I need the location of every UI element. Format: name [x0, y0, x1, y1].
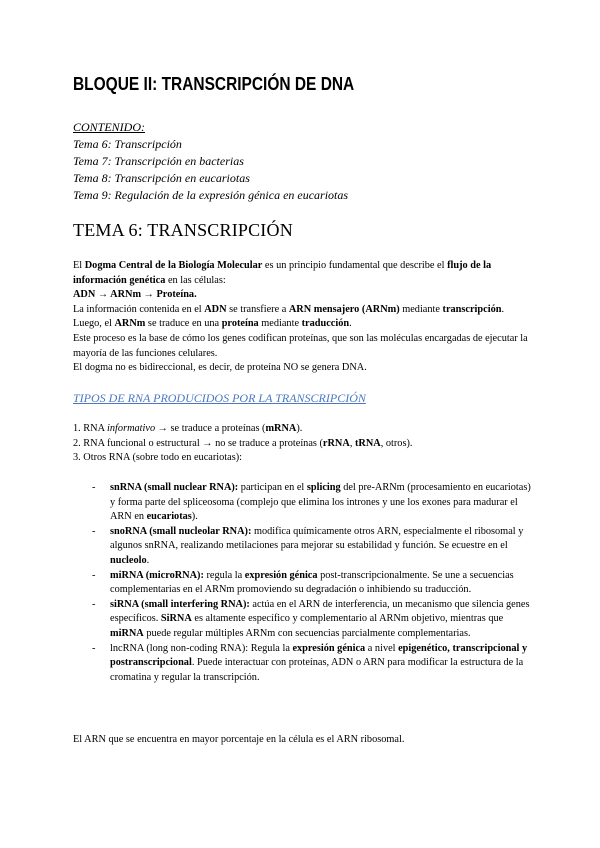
rna-types-list [92, 481, 532, 685]
list-item-mirna: - miRNA (microRNA): regula la expresión génica post-transcripcionalmente. Se une a secuencias complementarias en el ARNm promoviendo su degradación o inhibiendo su traducción. [92, 569, 514, 596]
list-item-sirna: - siRNA (small interfering RNA): actúa en el ARN de interferencia, un mecanismo que silencia genes específicos. SiRNA es altamente específico y complementario al ARNm objetivo, mientras que miRNA puede regular múltiples ARNm con secuencias parcialmente complementarias. [92, 598, 530, 639]
dogma-flow: ADN → ARNm → Proteína. [73, 289, 197, 301]
contents-item: Tema 8: Transcripción en eucariotas [73, 171, 250, 185]
numbered-item: 3. Otros RNA (sobre todo en eucariotas): [73, 452, 243, 464]
list-item-snrna: - snRNA (small nuclear RNA): participan en el splicing del pre-ARNm (procesamiento en eucariotas) y forma parte del spliceosoma (complejo que elimina los intrones y une los exones para madurar el ARN en eucariotas). [92, 482, 531, 523]
document-title: BLOQUE II: TRANSCRIPCIÓN DE DNA [73, 74, 355, 94]
list-dash: - [92, 525, 96, 537]
intro-paragraph-dogma-note: El dogma no es bidireccional, es decir, de proteína NO se genera DNA. [73, 362, 367, 374]
list-dash: - [92, 642, 96, 654]
numbered-list [73, 422, 412, 466]
contents-list [73, 119, 348, 204]
section-heading: TEMA 6: TRANSCRIPCIÓN [73, 220, 293, 240]
numbered-item: 2. RNA funcional o estructural → no se traduce a proteínas (rRNA, tRNA, otros). [73, 437, 413, 449]
list-item-lncrna: - lncRNA (long non-coding RNA): Regula la expresión génica a nivel epigenético, transcripcional y postranscripcional. Puede interactuar con proteínas, ADN o ARN para modificar la estructura de la cromatina y regular la transcripción. [92, 642, 528, 683]
list-dash: - [92, 598, 96, 610]
intro-paragraph-basis: Este proceso es la base de cómo los genes codifican proteínas, que son las moléculas encargadas de ejecutar la mayoría de las funciones celulares. [73, 332, 528, 359]
list-dash: - [92, 482, 96, 493]
closing-paragraph: El ARN que se encuentra en mayor porcentaje en la célula es el ARN ribosomal. [73, 734, 405, 745]
numbered-item: 1. RNA informativo → se traduce a proteínas (mRNA). [73, 423, 303, 434]
contents-heading: CONTENIDO: [73, 120, 146, 134]
rna-types-subheading: TIPOS DE RNA PRODUCIDOS POR LA TRANSCRIPCIÓN [73, 391, 366, 405]
list-dash: - [92, 569, 96, 581]
intro-paragraphs [73, 259, 528, 376]
contents-item: Tema 9: Regulación de la expresión génica en eucariotas [73, 188, 349, 202]
intro-paragraph-dogma: El Dogma Central de la Biología Molecular es un principio fundamental que describe el flujo de la información genética en las células: [73, 260, 492, 286]
list-item-snorna: - snoRNA (small nucleolar RNA): modifica químicamente otros ARN, especialmente el ribosomal y algunos snRNA, realizando metilaciones para mejorar su estabilidad y función. Se ecuestre en el nucleolo. [92, 525, 524, 566]
contents-item: Tema 6: Transcripción [73, 137, 182, 151]
intro-paragraph-flow: La información contenida en el ADN se transfiere a ARN mensajero (ARNm) mediante transcripción. Luego, el ARNm se traduce en una proteína mediante traducción. [73, 303, 505, 330]
contents-item: Tema 7: Transcripción en bacterias [73, 154, 244, 168]
